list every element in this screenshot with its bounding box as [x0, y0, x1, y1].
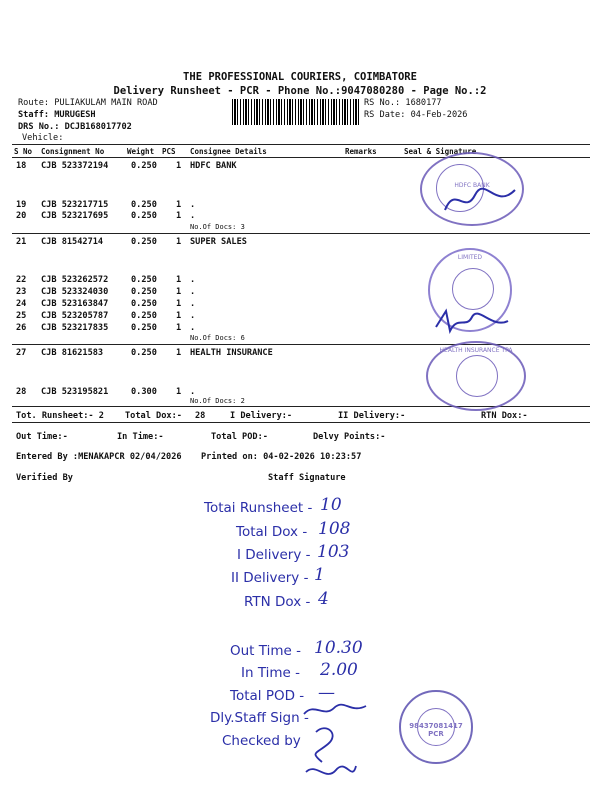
col-weight: Weight: [127, 147, 155, 156]
divider: [12, 422, 590, 423]
stamp-text: 98437081417 PCR: [409, 722, 463, 738]
row-consignee: HEALTH INSURANCE: [190, 348, 273, 358]
hw-total-runsheet-value: 10: [320, 495, 342, 515]
divider: [12, 144, 590, 145]
vehicle-label: Vehicle:: [22, 133, 64, 143]
row-pcs: 1: [176, 323, 182, 333]
hw-dly-staff-label: Dly.Staff Sign -: [210, 710, 309, 726]
col-consignment: Consignment No: [41, 147, 105, 156]
row-weight: 0.250: [131, 200, 157, 210]
docs-count: No.Of Docs: 2: [190, 397, 245, 405]
row-weight: 0.250: [131, 348, 157, 358]
row-pcs: 1: [176, 161, 182, 171]
row-weight: 0.250: [131, 311, 157, 321]
row-consignee: .: [190, 299, 196, 309]
row-pcs: 1: [176, 287, 182, 297]
docs-count: No.Of Docs: 3: [190, 223, 245, 231]
i-delivery: I Delivery:-: [230, 411, 293, 421]
row-weight: 0.250: [131, 275, 157, 285]
row-sno: 22: [16, 275, 27, 285]
divider: [12, 406, 590, 407]
row-consignment: CJB 523217715: [41, 200, 109, 210]
divider: [12, 233, 590, 234]
row-consignee: HDFC BANK: [190, 161, 237, 171]
hw-checked-by-label: Checked by: [222, 733, 301, 749]
row-consignee: .: [190, 387, 196, 397]
row-weight: 0.250: [131, 161, 157, 171]
hw-total-dox-value: 108: [318, 519, 351, 539]
hw-rtn-dox-value: 4: [318, 589, 329, 609]
row-consignment: CJB 81621583: [41, 348, 104, 358]
row-sno: 24: [16, 299, 27, 309]
col-consignee: Consignee Details: [190, 147, 267, 156]
hw-i-delivery-label: I Delivery -: [237, 547, 311, 563]
row-consignee: .: [190, 275, 196, 285]
row-pcs: 1: [176, 275, 182, 285]
divider: [12, 157, 590, 158]
row-sno: 20: [16, 211, 27, 221]
row-consignment: CJB 523217835: [41, 323, 109, 333]
row-weight: 0.250: [131, 287, 157, 297]
docs-count: No.Of Docs: 6: [190, 334, 245, 342]
row-weight: 0.250: [131, 323, 157, 333]
row-consignment: CJB 523372194: [41, 161, 109, 171]
row-sno: 21: [16, 237, 27, 247]
hw-total-pod-value: —: [318, 683, 335, 703]
company-title: THE PROFESSIONAL COURIERS, COIMBATORE: [183, 71, 417, 83]
in-time: In Time:-: [117, 432, 164, 442]
entered-by: Entered By :MENAKAPCR 02/04/2026: [16, 452, 182, 462]
rs-date: RS Date: 04-Feb-2026: [364, 110, 468, 120]
hw-out-time-value: 10.30: [314, 638, 363, 658]
row-pcs: 1: [176, 387, 182, 397]
col-remarks: Remarks: [345, 147, 377, 156]
row-sno: 26: [16, 323, 27, 333]
row-consignment: CJB 523217695: [41, 211, 109, 221]
row-pcs: 1: [176, 237, 182, 247]
hw-ii-delivery-label: II Delivery -: [231, 570, 309, 586]
row-sno: 27: [16, 348, 27, 358]
row-consignee: .: [190, 323, 196, 333]
hw-in-time-value: 2.00: [320, 660, 358, 680]
pcr-stamp: [399, 690, 473, 764]
row-pcs: 1: [176, 299, 182, 309]
signature-2: [432, 305, 512, 335]
health-insurance-stamp: [426, 341, 526, 411]
row-consignment: CJB 523205787: [41, 311, 109, 321]
row-sno: 19: [16, 200, 27, 210]
row-sno: 23: [16, 287, 27, 297]
runsheet-title: Delivery Runsheet - PCR - Phone No.:9047080280 - Page No.:2: [113, 85, 487, 97]
row-consignment: CJB 523195821: [41, 387, 109, 397]
verified-by: Verified By: [16, 473, 73, 483]
staff-label: Staff: MURUGESH: [18, 110, 96, 120]
hw-total-dox-label: Total Dox -: [236, 524, 308, 540]
hw-out-time-label: Out Time -: [230, 643, 301, 659]
row-consignment: CJB 523262572: [41, 275, 109, 285]
out-time: Out Time:-: [16, 432, 68, 442]
col-sno: S No: [14, 147, 33, 156]
col-seal: Seal & Signature: [404, 147, 477, 156]
row-consignee: .: [190, 211, 196, 221]
checked-by-signature: [296, 722, 366, 792]
col-pcs: PCS: [162, 147, 176, 156]
divider: [12, 344, 590, 345]
hw-i-delivery-value: 103: [317, 542, 350, 562]
delvy-points: Delvy Points:-: [313, 432, 386, 442]
row-consignee: .: [190, 311, 196, 321]
row-sno: 25: [16, 311, 27, 321]
hw-ii-delivery-value: 1: [314, 565, 325, 585]
total-dox-value: 28: [195, 411, 206, 421]
hw-in-time-label: In Time -: [241, 665, 301, 681]
row-pcs: 1: [176, 311, 182, 321]
row-consignment: CJB 523163847: [41, 299, 109, 309]
row-sno: 28: [16, 387, 27, 397]
total-pod: Total POD:-: [211, 432, 268, 442]
row-consignee: .: [190, 200, 196, 210]
row-consignment: CJB 523324030: [41, 287, 109, 297]
tot-runsheet: Tot. Runsheet:- 2: [16, 411, 104, 421]
row-pcs: 1: [176, 348, 182, 358]
staff-signature-label: Staff Signature: [268, 473, 346, 483]
signature-1: [440, 180, 520, 220]
row-consignment: CJB 81542714: [41, 237, 104, 247]
row-weight: 0.250: [131, 211, 157, 221]
row-sno: 18: [16, 161, 27, 171]
row-weight: 0.250: [131, 299, 157, 309]
rs-no: RS No.: 1680177: [364, 98, 442, 108]
drs-label: DRS No.: DCJB168017702: [18, 122, 132, 132]
hw-rtn-dox-label: RTN Dox -: [244, 594, 311, 610]
stamp-text: HDFC BANK: [454, 182, 490, 189]
stamp-text: HEALTH INSURANCE TPA: [439, 347, 513, 354]
rtn-dox: RTN Dox:-: [481, 411, 528, 421]
hw-total-pod-label: Total POD -: [230, 688, 305, 704]
row-consignee: SUPER SALES: [190, 237, 247, 247]
row-consignee: .: [190, 287, 196, 297]
row-pcs: 1: [176, 200, 182, 210]
ii-delivery: II Delivery:-: [338, 411, 406, 421]
row-pcs: 1: [176, 211, 182, 221]
row-weight: 0.250: [131, 237, 157, 247]
barcode: [232, 99, 360, 125]
total-dox-label: Total Dox:-: [125, 411, 182, 421]
route-label: Route: PULIAKULAM MAIN ROAD: [18, 98, 158, 108]
printed-on: Printed on: 04-02-2026 10:23:57: [201, 452, 362, 462]
staff-signature: [300, 700, 370, 720]
hw-total-runsheet-label: Totai Runsheet -: [204, 500, 313, 516]
row-weight: 0.300: [131, 387, 157, 397]
stamp-text: LIMITED: [457, 254, 483, 261]
